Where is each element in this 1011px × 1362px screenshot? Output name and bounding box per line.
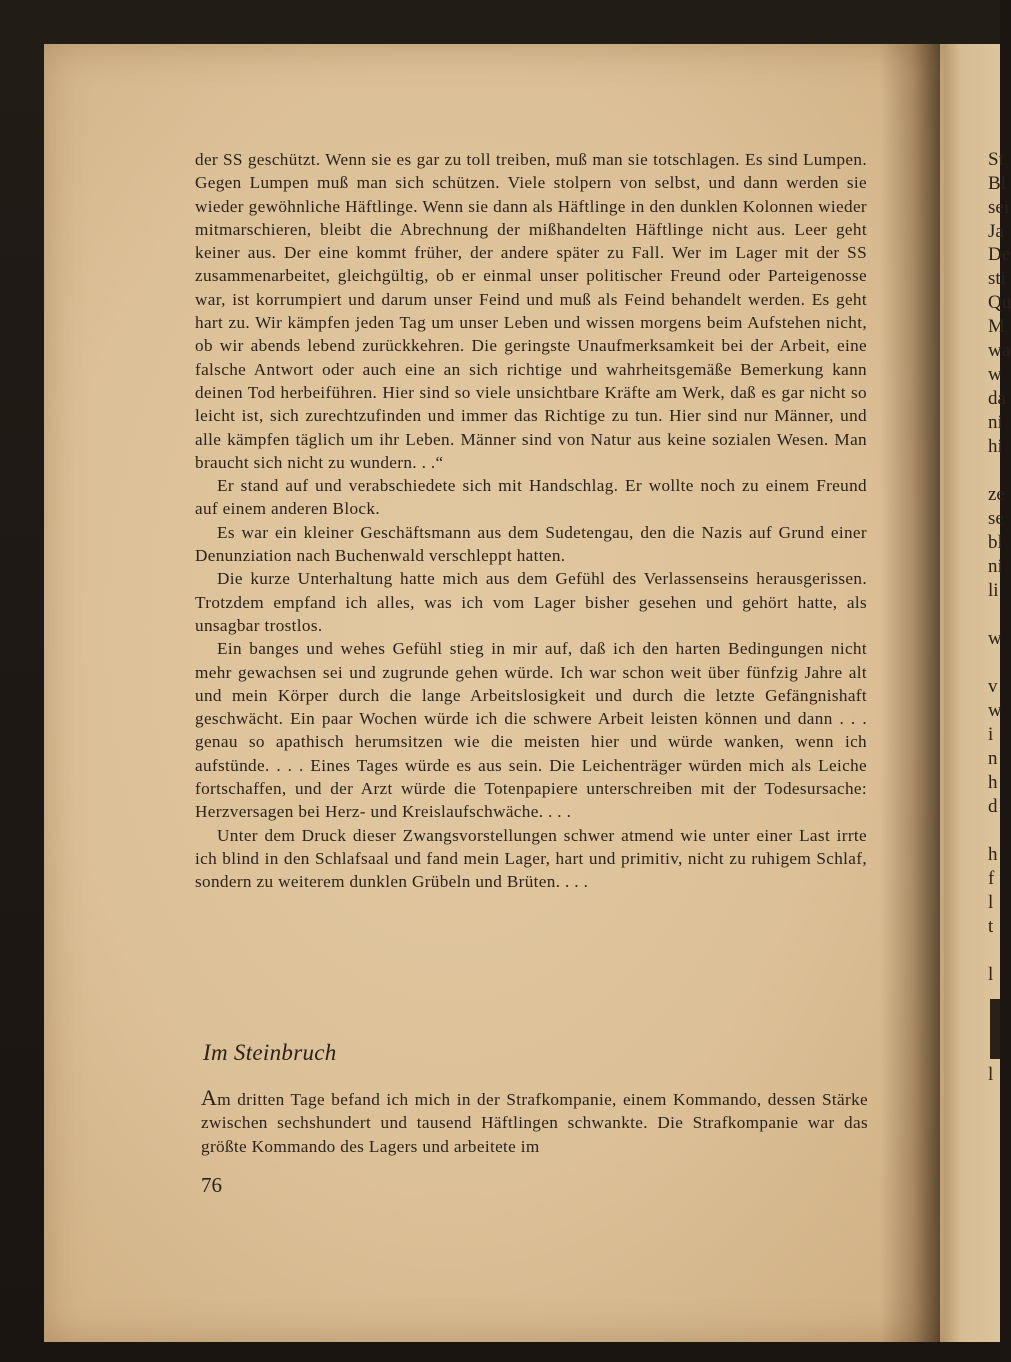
adjacent-page-fragment: l	[988, 964, 994, 985]
adjacent-page-fragment: sei	[988, 197, 1010, 218]
adjacent-page-fragment: v	[988, 676, 998, 697]
adjacent-page-fragment: Qu	[988, 292, 1011, 313]
adjacent-page-fragment: De	[988, 244, 1011, 265]
section-paragraph-text: m dritten Tage befand ich mich in der Strafkompanie, einem Kommando, dessen Stärke zwischen sechshundert und tausend Häftlingen schwankte. Die Strafkompanie war das größte Kommando des Lagers und arbeitete im	[201, 1090, 868, 1156]
adjacent-page-fragment: w	[988, 364, 1002, 385]
paragraph: Die kurze Unterhaltung hatte mich aus dem Gefühl des Verlassenseins herausgerissen. Trotzdem empfand ich alles, was ich vom Lager bisher gesehen und gehört hatte, als unsagbar trostlos.	[195, 569, 867, 635]
adjacent-page-fragment: hi	[988, 436, 1003, 457]
adjacent-page-fragment: ni	[988, 412, 1003, 433]
paragraph: Es war ein kleiner Geschäftsmann aus dem Sudetengau, den die Nazis auf Grund einer Denunziation nach Buchenwald verschleppt hatten.	[195, 522, 867, 566]
adjacent-page-fragment: l	[988, 892, 994, 913]
section-heading: Im Steinbruch	[203, 1040, 337, 1065]
adjacent-page-fragment: Ja	[988, 221, 1004, 242]
adjacent-page-fragment: sti	[988, 268, 1006, 289]
gutter-shadow	[880, 44, 940, 1342]
adjacent-page-fragment: t	[988, 916, 994, 937]
adjacent-page-fragment: l	[988, 1064, 994, 1085]
adjacent-page-fragment: h	[988, 844, 998, 865]
adjacent-page-fragment: M	[988, 316, 1005, 337]
adjacent-page-fragment: da	[988, 388, 1006, 409]
adjacent-page-fragment: i	[988, 724, 994, 745]
adjacent-page-fragment: St	[988, 149, 1004, 170]
adjacent-page-fragment: w	[988, 628, 1002, 649]
adjacent-page-fragment: wa	[988, 340, 1011, 361]
body-text	[195, 148, 867, 894]
adjacent-page-fragment: d	[988, 796, 998, 817]
initial-letter: A	[201, 1085, 218, 1110]
adjacent-page-fragment: bl	[988, 532, 1003, 553]
adjacent-page-fragment: se	[988, 508, 1004, 529]
adjacent-page-fragment: f	[988, 868, 995, 889]
paragraph: Er stand auf und verabschiedete sich mit Handschlag. Er wollte noch zu einem Freund auf einem anderen Block.	[195, 476, 867, 519]
adjacent-page-fragment: n	[988, 748, 998, 769]
adjacent-page-fragment: ze	[988, 484, 1005, 505]
section-paragraph	[201, 1086, 868, 1158]
paragraph: der SS geschützt. Wenn sie es gar zu toll treiben, muß man sie totschlagen. Es sind Lumpen. Gegen Lumpen muß man sich schützen. Viele stolpern von selbst, und dann werden sie wieder gewöhnliche Häftlinge. Wenn sie dann als Häftlinge in den dunklen Kolonnen wieder mitmarschieren, bleibt die Abrechnung der mißhandelten Häftlinge nicht aus. Leer geht keiner aus. Der eine kommt früher, der andere später zu Fall. Wer im Lager mit der SS zusammenarbeitet, gleichgültig, ob er einmal unser politischer Freund oder Parteigenosse war, ist korrumpiert und darum unser Feind und muß als Feind behandelt werden. Es geht hart zu. Wir kämpfen jeden Tag um unser Leben und wissen morgens beim Aufstehen nicht, ob wir abends lebend zurückkehren. Die geringste Unaufmerksamkeit bei der Arbeit, eine falsche Antwort oder auch eine an sich richtige und wahrheitsgemäße Bemerkung kann deinen Tod herbeiführen. Hier sind so viele unsichtbare Kräfte am Werk, daß es gar nicht so leicht ist, sich zurechtzufinden und immer das Richtige zu tun. Hier sind nur Männer, und alle kämpfen täglich um ihr Leben. Männer sind von Natur aus keine sozialen Wesen. Man braucht sich nicht zu wundern. . .“	[195, 150, 867, 472]
page-number: 76	[201, 1173, 222, 1197]
adjacent-page-fragment: li	[988, 580, 999, 601]
adjacent-page-fragment: w	[988, 700, 1002, 721]
adjacent-page-fragment: Bl	[988, 173, 1006, 194]
paragraph: Unter dem Druck dieser Zwangsvorstellungen schwer atmend wie unter einer Last irrte ich blind in den Schlafsaal und fand mein Lager, hart und primitiv, nicht zu ruhigem Schlaf, sondern zu weiterem dunklen Grübeln und Brüten. . . .	[195, 825, 867, 892]
adjacent-page-fragment: h	[988, 772, 998, 793]
adjacent-page-dark-strip	[990, 999, 1000, 1059]
adjacent-page-edge	[944, 44, 1011, 1342]
adjacent-page-fragment: ni	[988, 556, 1003, 577]
paragraph: Ein banges und wehes Gefühl stieg in mir auf, daß ich den harten Bedingungen nicht mehr gewachsen sei und zugrunde gehen würde. Ich war schon weit über fünfzig Jahre alt und mein Körper durch die lange Arbeitslosigkeit und durch die letzte Gefängnishaft geschwächt. Ein paar Wochen würde ich die schwere Arbeit leisten können und dann . . . genau so apathisch herumsitzen wie die meisten hier und würde wanken, wenn ich aufstünde. . . . Eines Tages würde es aus sein. Die Leichenträger würden mich als Leiche fortschaffen, und der Arzt würde die Totenpapiere unterschreiben mit der Todesursache: Herzversagen bei Herz- und Kreislaufschwäche. . . .	[195, 639, 867, 822]
